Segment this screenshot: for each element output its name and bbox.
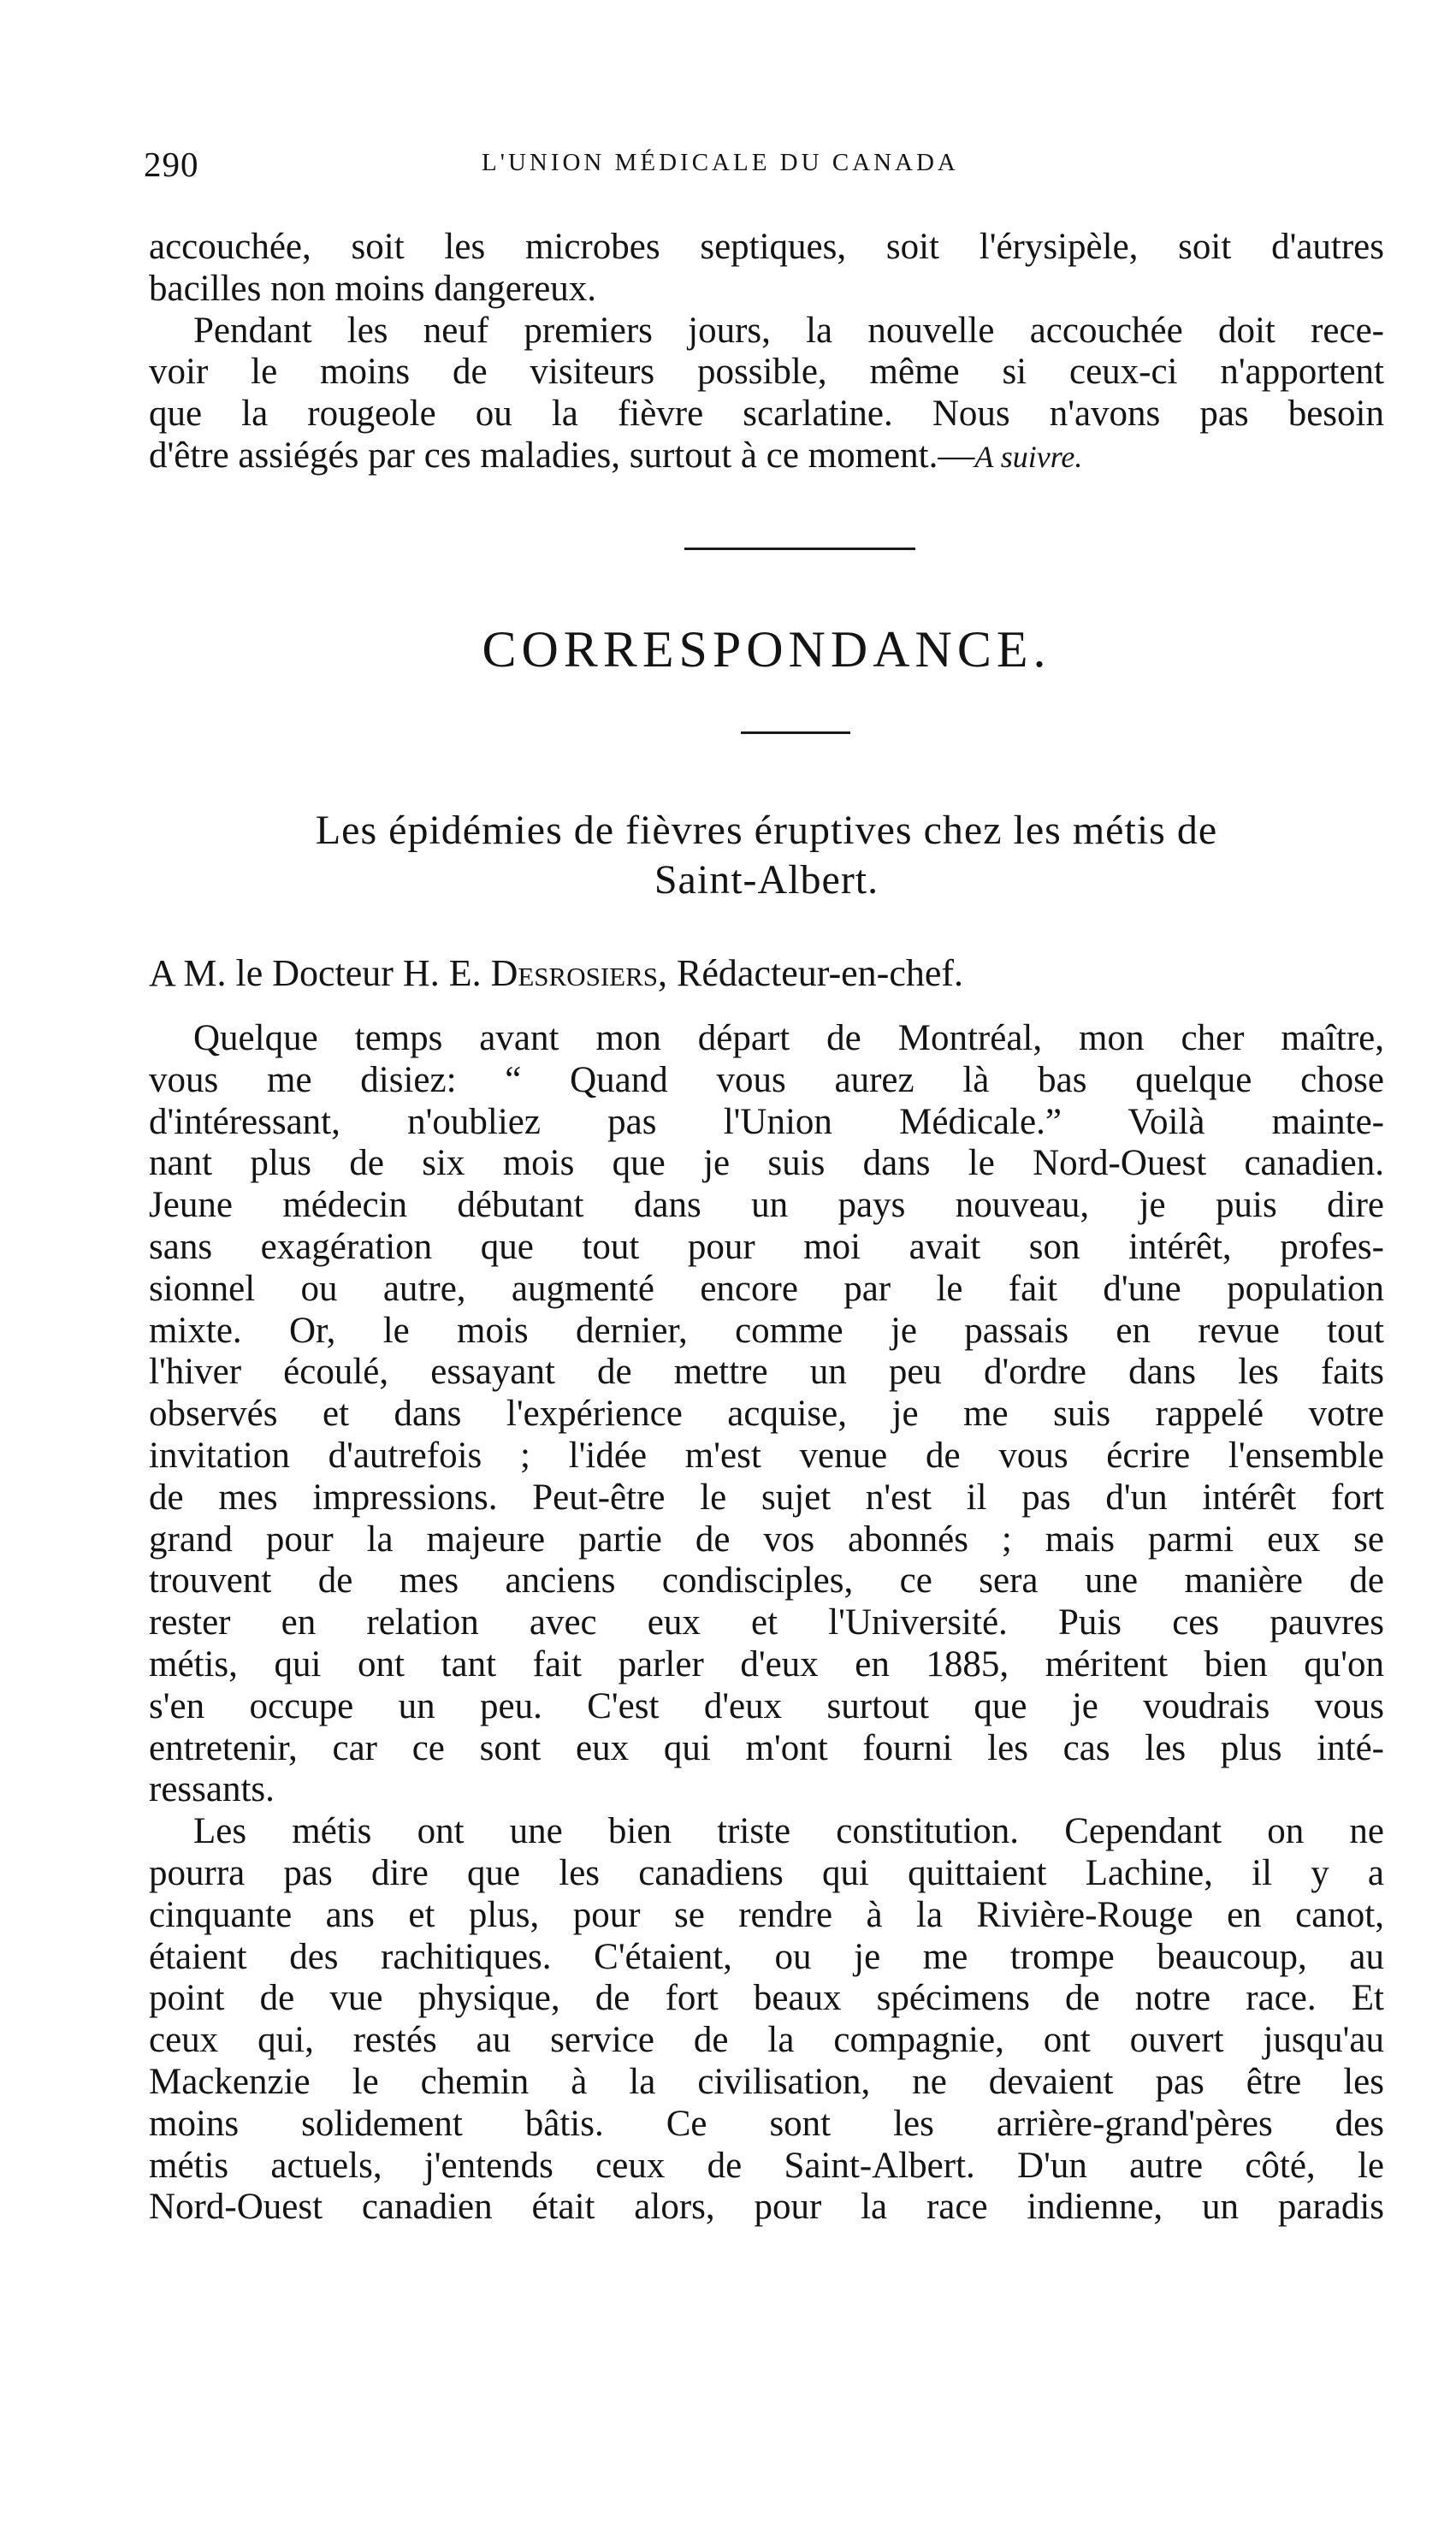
section-rule-bottom [741,731,850,734]
article-title-line-2: Saint-Albert. [654,857,879,903]
text-line: s'en occupe un peu. C'est d'eux surtout que je voudrais vous [149,1685,1384,1726]
salutation [149,952,1384,995]
text-line: l'hiver écoulé, essayant de mettre un peu d'ordre dans les faits [149,1352,1384,1393]
running-title: L'UNION MÉDICALE DU CANADA [482,149,959,176]
text-line: d'intéressant, n'oubliez pas l'Union Médicale.” Voilà mainte- [149,1101,1384,1142]
text-line: Les métis ont une bien triste constitution. Cependant on ne [193,1811,1384,1852]
text-line: Jeune médecin débutant dans un pays nouveau, je puis dire [149,1185,1384,1226]
text-line: nant plus de six mois que je suis dans le Nord-Ouest canadien. [149,1143,1384,1184]
article-title-line-1: Les épidémies de fièvres éruptives chez les métis de [315,808,1218,853]
salutation-name: Desrosiers [490,952,659,994]
text-line: Nord-Ouest canadien était alors, pour la race indienne, un paradis [149,2187,1384,2228]
text-line: pourra pas dire que les canadiens qui quittaient Lachine, il y a [149,1852,1384,1893]
text-line: de mes impressions. Peut-être le sujet n'est il pas d'un intérêt fort [149,1477,1384,1518]
to-be-continued: A suivre. [974,439,1083,474]
text-line: rester en relation avec eux et l'Université. Puis ces pauvres [149,1602,1384,1643]
text-line: Quelque temps avant mon départ de Montréal, mon cher maître, [193,1018,1384,1058]
text-line: grand pour la majeure partie de vos abonnés ; mais parmi eux se [149,1519,1384,1560]
page-number: 290 [144,145,199,184]
text-line: étaient des rachitiques. C'étaient, ou je me trompe beaucoup, au [149,1936,1384,1977]
text-line: vous me disiez: “ Quand vous aurez là bas quelque chose [149,1059,1384,1100]
salutation-prefix: A M. le Docteur H. E. [149,952,491,994]
text-line: sionnel ou autre, augmenté encore par le fait d'une population [149,1268,1384,1309]
text-line-content: d'être assiégés par ces maladies, surtout à ce moment.— [149,435,975,476]
text-line: voir le moins de visiteurs possible, même si ceux-ci n'apportent [149,352,1384,393]
text-line: invitation d'autrefois ; l'idée m'est venue de vous écrire l'ensemble [149,1435,1384,1476]
text-line: entretenir, car ce sont eux qui m'ont fourni les cas les plus inté- [149,1727,1384,1768]
section-rule-top [684,548,915,550]
text-line: métis actuels, j'entends ceux de Saint-Albert. D'un autre côté, le [149,2145,1384,2186]
text-line: point de vue physique, de fort beaux spécimens de notre race. Et [149,1978,1384,2019]
page-header [144,144,1384,187]
text-line: ceux qui, restés au service de la compagnie, ont ouvert jusqu'au [149,2020,1384,2061]
salutation-suffix: , Rédacteur-en-chef. [658,952,964,994]
text-line: ressants. [149,1769,275,1810]
text-line: Pendant les neuf premiers jours, la nouvelle accouchée doit rece- [193,310,1384,351]
text-line: sans exagération que tout pour moi avait son intérêt, profes- [149,1226,1384,1267]
section-heading: CORRESPONDANCE. [482,621,1051,678]
text-line: mixte. Or, le mois dernier, comme je passais en revue tout [149,1310,1384,1351]
text-line: moins solidement bâtis. Ce sont les arrière-grand'pères des [149,2103,1384,2144]
text-line: trouvent de mes anciens condisciples, ce sera une manière de [149,1560,1384,1602]
text-line: bacilles non moins dangereux. [149,268,597,309]
text-line: cinquante ans et plus, pour se rendre à la Rivière-Rouge en canot, [149,1894,1384,1935]
text-line: que la rougeole ou la fièvre scarlatine. Nous n'avons pas besoin [149,394,1384,435]
continuation-text [149,227,1384,477]
article-title [149,806,1384,905]
letter-body [149,1018,1384,2229]
text-line: métis, qui ont tant fait parler d'eux en 1885, méritent bien qu'on [149,1643,1384,1684]
text-line: Mackenzie le chemin à la civilisation, ne devaient pas être les [149,2061,1384,2102]
text-line: accouchée, soit les microbes septiques, soit l'érysipèle, soit d'autres [149,227,1384,267]
text-line: observés et dans l'expérience acquise, je me suis rappelé votre [149,1394,1384,1435]
text-line [149,435,1384,477]
